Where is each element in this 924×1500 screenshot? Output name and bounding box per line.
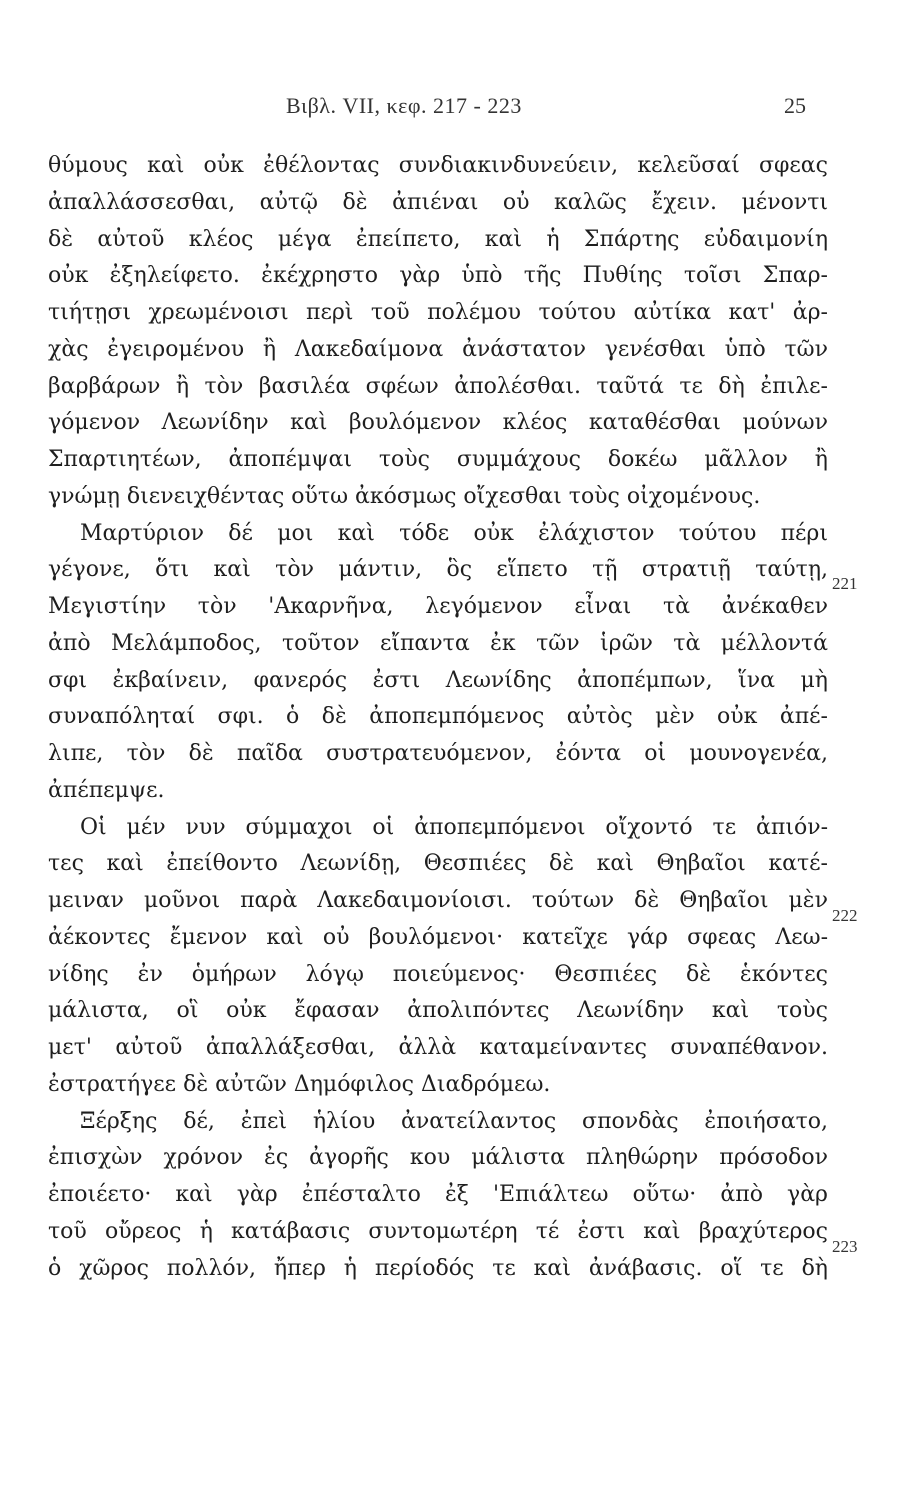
text-line: τοῦ οὔρεος ἡ κατάβασις συντομωτέρη τέ ἐστι καὶ βραχύτερος bbox=[48, 1218, 828, 1244]
text-line: νίδης ἐν ὁμήρων λόγῳ ποιεύμενος· Θεσπιέες δὲ ἑκόντες bbox=[48, 961, 828, 987]
page-number: 25 bbox=[784, 93, 806, 118]
text-line: Σπαρτιητέων, ἀποπέμψαι τοὺς συμμάχους δοκέω μᾶλλον ἢ bbox=[48, 447, 828, 472]
paragraph-first-line: Ξέρξης δέ, ἐπεὶ ἡλίου ἀνατείλαντος σπονδὰς ἐποιήσατο, bbox=[80, 1108, 828, 1134]
text-line: ἀπὸ Μελάμποδος, τοῦτον εἴπαντα ἐκ τῶν ἱρῶν τὰ μέλλοντά bbox=[48, 630, 828, 656]
paragraph-first-line: Οἱ μέν νυν σύμμαχοι οἱ ἀποπεμπόμενοι οἴχοντό τε ἀπιόν- bbox=[80, 814, 828, 840]
text-line: ἐποιέετο· καὶ γὰρ ἐπέσταλτο ἐξ 'Επιάλτεω οὕτω· ἀπὸ γὰρ bbox=[48, 1182, 828, 1207]
text-line: χὰς ἐγειρομένου ἢ Λακεδαίμονα ἀνάστατον γενέσθαι ὑπὸ τῶν bbox=[48, 336, 828, 362]
text-line: μετ' αὐτοῦ ἀπαλλάξεσθαι, ἀλλὰ καταμείναντες συναπέθανον. bbox=[48, 1035, 828, 1060]
section-number: 223 bbox=[832, 1237, 858, 1256]
section-number: 222 bbox=[832, 906, 858, 925]
running-head: Βιβλ. VII, κεφ. 217 - 223 bbox=[286, 93, 522, 118]
text-line: ἐπισχὼν χρόνον ἐς ἀγορῆς κου μάλιστα πληθώρην πρόσοδον bbox=[48, 1145, 828, 1171]
text-line: τιήτῃσι χρεωμένοισι περὶ τοῦ πολέμου τούτου αὐτίκα κατ' ἀρ- bbox=[48, 300, 828, 325]
text-line: ἀέκοντες ἔμενον καὶ οὐ βουλόμενοι· κατεῖχε γάρ σφεας Λεω- bbox=[48, 924, 828, 950]
page-header bbox=[0, 93, 924, 123]
text-line: γόμενον Λεωνίδην καὶ βουλόμενον κλέος καταθέσθαι μούνων bbox=[48, 410, 828, 436]
text-line: γέγονε, ὅτι καὶ τὸν μάντιν, ὃς εἵπετο τῇ στρατιῇ ταύτῃ, bbox=[48, 557, 828, 583]
text-line: ἀπαλλάσσεσθαι, αὐτῷ δὲ ἀπιέναι οὐ καλῶς ἔχειν. μένοντι bbox=[48, 189, 828, 215]
text-line: γνώμῃ διενειχθέντας οὕτω ἀκόσμως οἴχεσθαι τοὺς οἰχομένους. bbox=[48, 483, 761, 509]
text-line: δὲ αὐτοῦ κλέος μέγα ἐπείπετο, καὶ ἡ Σπάρτης εὐδαιμονίη bbox=[48, 226, 828, 252]
text-body bbox=[48, 148, 828, 1287]
text-line: θύμους καὶ οὐκ ἐθέλοντας συνδιακινδυνεύειν, κελεῦσαί σφεας bbox=[48, 153, 828, 178]
text-line: ἐστρατήγεε δὲ αὐτῶν Δημόφιλος Διαδρόμεω. bbox=[48, 1071, 551, 1097]
section-number: 221 bbox=[832, 574, 858, 593]
text-line: μάλιστα, οἳ οὐκ ἔφασαν ἀπολιπόντες Λεωνίδην καὶ τοὺς bbox=[48, 998, 828, 1024]
text-line: οὐκ ἐξηλείφετο. ἐκέχρηστο γὰρ ὑπὸ τῆς Πυθίης τοῖσι Σπαρ- bbox=[48, 263, 828, 289]
text-line: ἀπέπεμψε. bbox=[48, 777, 165, 803]
text-line: σφι ἐκβαίνειν, φανερός ἐστι Λεωνίδης ἀποπέμπων, ἵνα μὴ bbox=[48, 667, 828, 693]
text-line: βαρβάρων ἢ τὸν βασιλέα σφέων ἀπολέσθαι. ταῦτά τε δὴ ἐπιλε- bbox=[48, 373, 828, 399]
paragraph-first-line: Μαρτύριον δέ μοι καὶ τόδε οὐκ ἐλάχιστον τούτου πέρι bbox=[80, 520, 828, 546]
text-line: λιπε, τὸν δὲ παῖδα συστρατευόμενον, ἐόντα οἱ μουνογενέα, bbox=[48, 741, 828, 766]
text-line: τες καὶ ἐπείθοντο Λεωνίδῃ, Θεσπιέες δὲ καὶ Θηβαῖοι κατέ- bbox=[48, 851, 828, 877]
text-line: συναπόληταί σφι. ὁ δὲ ἀποπεμπόμενος αὐτὸς μὲν οὐκ ἀπέ- bbox=[48, 704, 828, 730]
text-line: ὁ χῶρος πολλόν, ἤπερ ἡ περίοδός τε καὶ ἀνάβασις. οἵ τε δὴ bbox=[48, 1255, 828, 1281]
text-line: μειναν μοῦνοι παρὰ Λακεδαιμονίοισι. τούτων δὲ Θηβαῖοι μὲν bbox=[48, 888, 828, 913]
text-line: Μεγιστίην τὸν 'Ακαρνῆνα, λεγόμενον εἶναι τὰ ἀνέκαθεν bbox=[48, 594, 828, 619]
